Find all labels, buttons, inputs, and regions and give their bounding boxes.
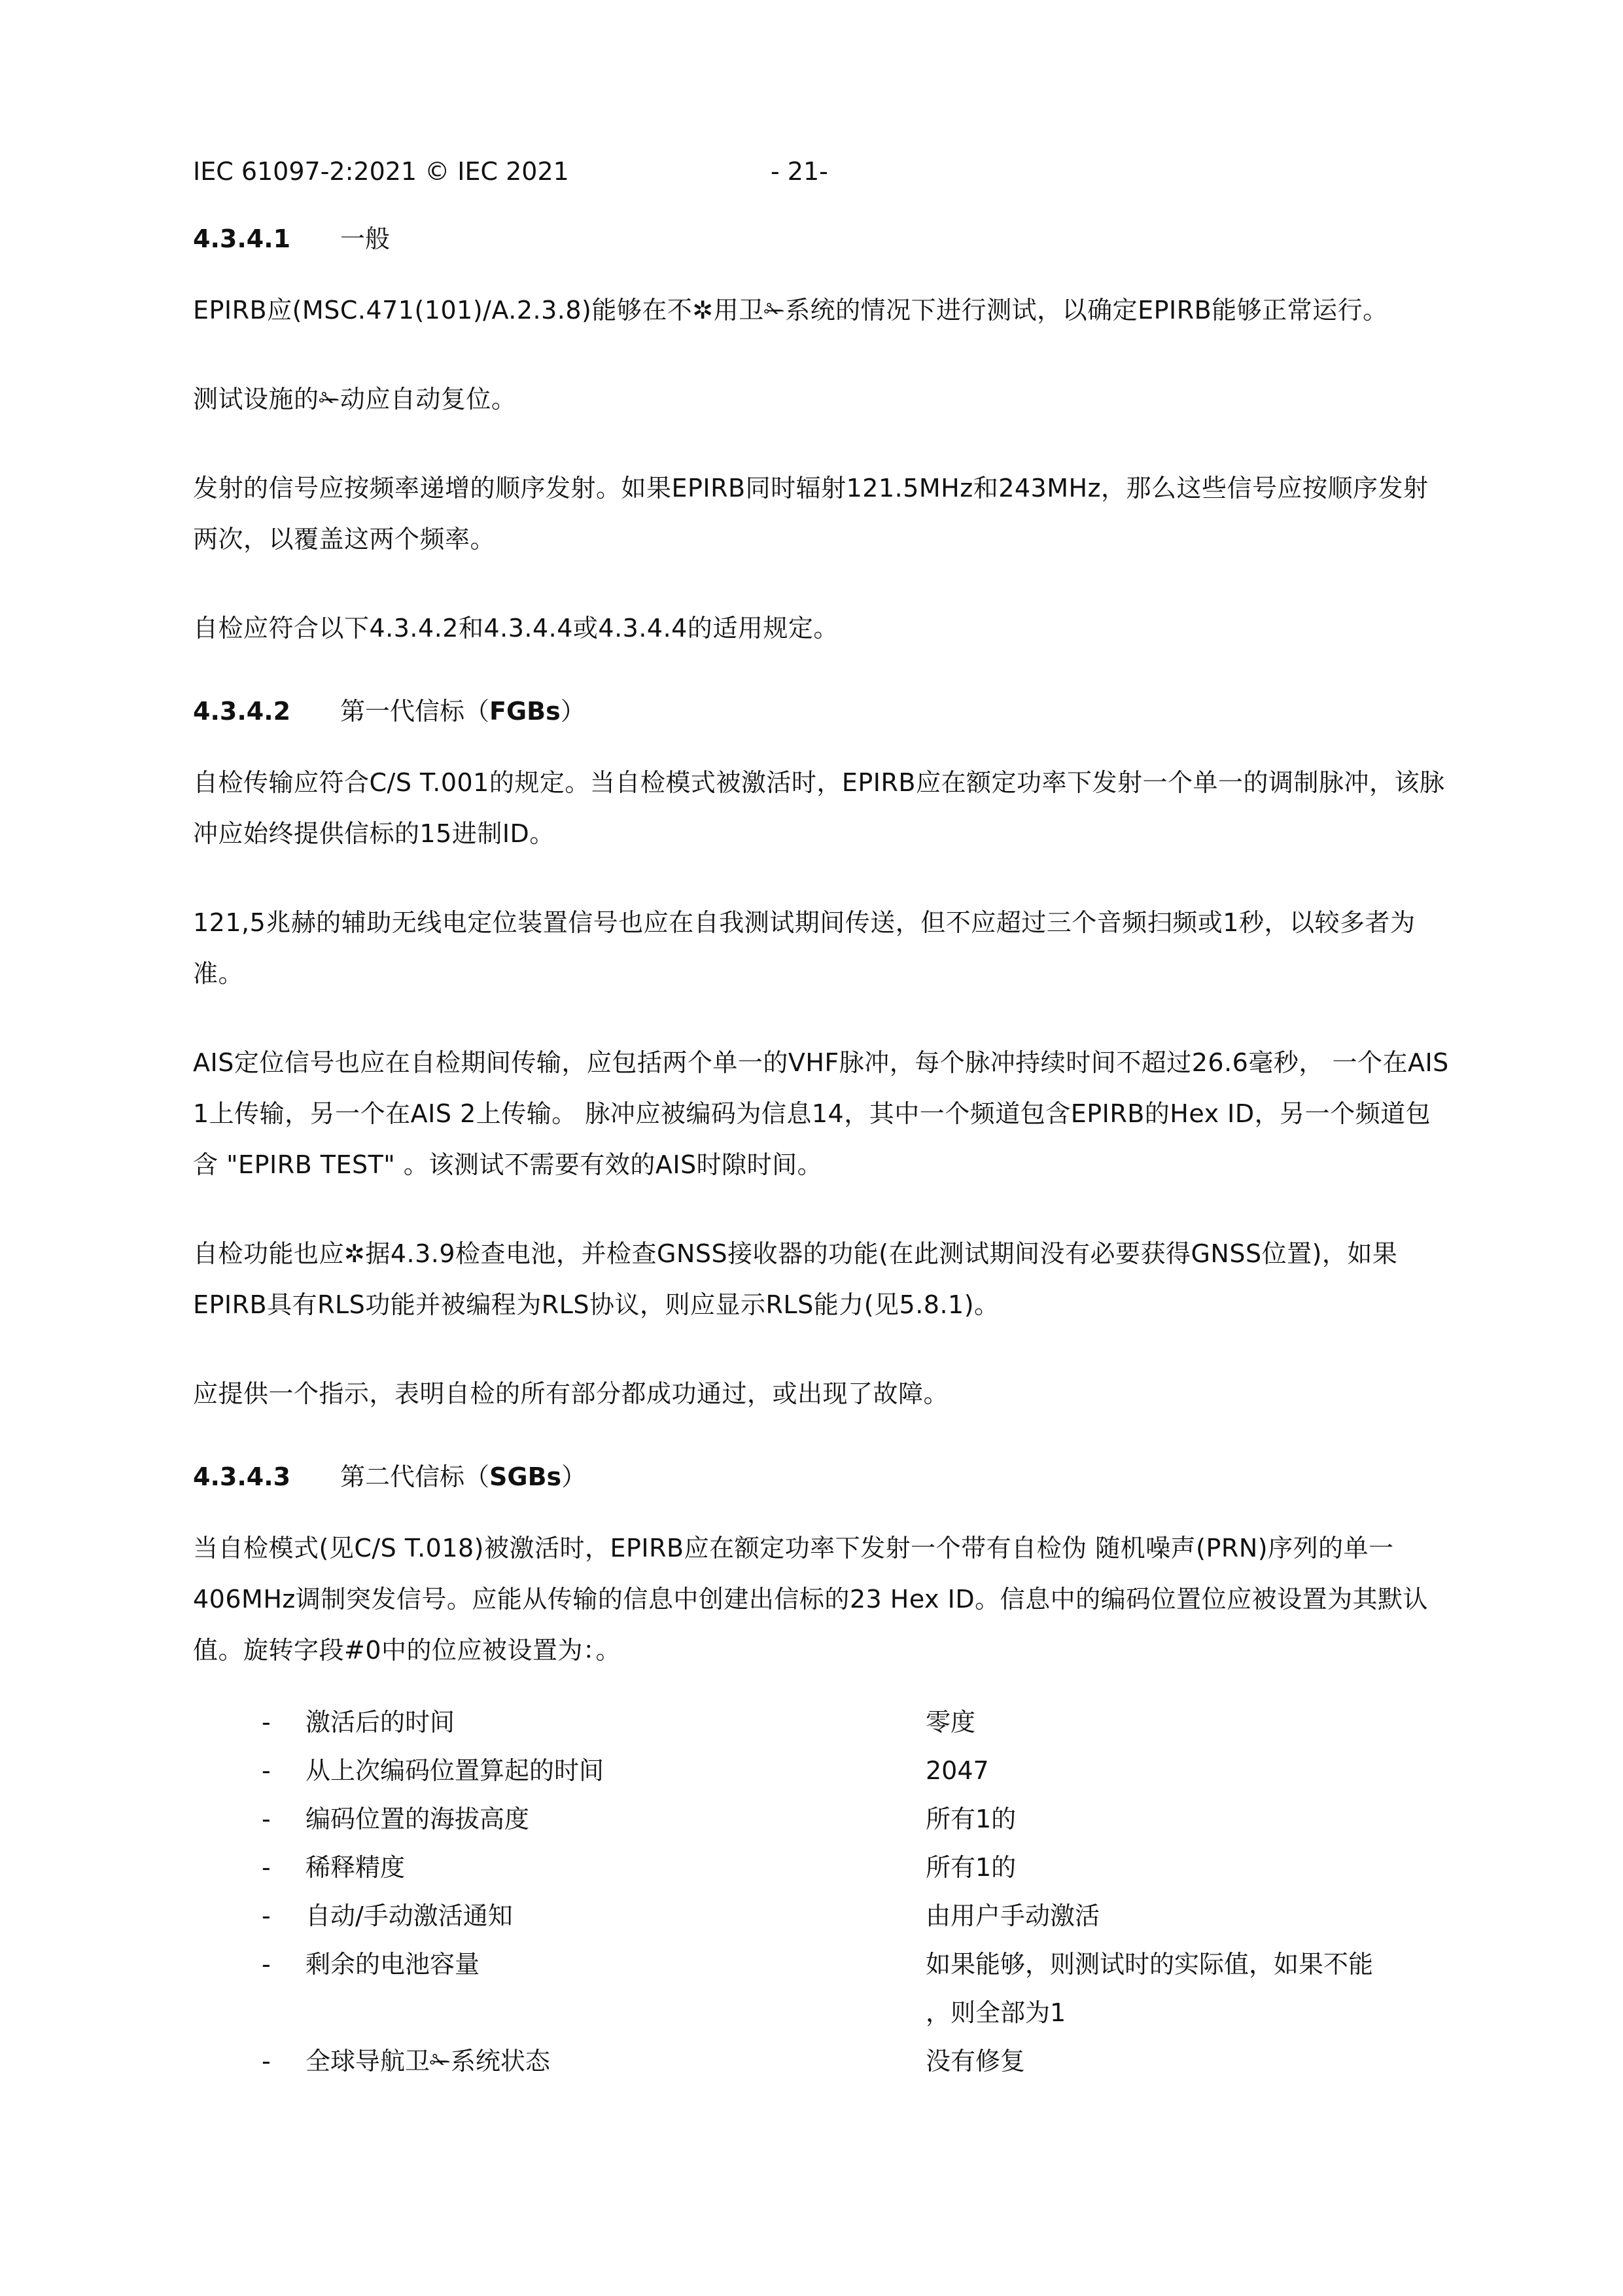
list-value: 2047	[926, 1756, 989, 1785]
bit-settings-list	[193, 1698, 1449, 2085]
document-body	[193, 219, 1449, 2085]
list-label: 全球导航卫✁系统状态	[305, 2047, 550, 2075]
section-number: 4.3.4.2	[193, 697, 291, 726]
section-heading-4-3-4-1	[193, 219, 1449, 258]
section-number: 4.3.4.3	[193, 1462, 291, 1491]
list-label: 编码位置的海拔高度	[305, 1805, 530, 1833]
paragraph: 自检功能也应✲据4.3.9检查电池，并检查GNSS接收器的功能(在此测试期间没有必要获得GNSS位置)，如果EPIRB具有RLS功能并被编程为RLS协议，则应显示RLS能力(见5.8.1)。	[193, 1239, 1398, 1319]
list-dash: -	[262, 1950, 271, 1979]
section-heading-4-3-4-2	[193, 692, 1449, 731]
list-item	[193, 1698, 1449, 1746]
list-dash: -	[262, 1853, 271, 1882]
list-item	[193, 1746, 1449, 1795]
section-title-bold: FGBs	[489, 697, 561, 726]
list-item	[193, 1940, 1449, 2037]
list-value: 所有1的	[926, 1805, 1017, 1833]
paragraph: 当自检模式(见C/S T.018)被激活时，EPIRB应在额定功率下发射一个带有自检伪 随机噪声(PRN)序列的单一406MHz调制突发信号。应能从传输的信息中创建出信标的23 Hex ID。信息中的编码位置位应被设置为其默认值。旋转字段#0中的位应被设置为：。	[193, 1534, 1429, 1665]
paragraph: 发射的信号应按频率递增的顺序发射。如果EPIRB同时辐射121.5MHz和243MHz，那么这些信号应按顺序发射两次，以覆盖这两个频率。	[193, 474, 1429, 554]
paragraph: 测试设施的✁动应自动复位。	[193, 385, 517, 414]
list-dash: -	[262, 1708, 271, 1737]
section-title-bold: SGBs	[489, 1462, 562, 1491]
section-title-end: ）	[560, 697, 585, 726]
paragraph: 自检传输应符合C/S T.001的规定。当自检模式被激活时，EPIRB应在额定功率下发射一个单一的调制脉冲，该脉冲应始终提供信标的15进制ID。	[193, 768, 1445, 848]
section-title-text: 第一代信标（	[340, 697, 490, 726]
list-item	[193, 1795, 1449, 1843]
section-title	[340, 692, 585, 731]
paragraph: 121,5兆赫的辅助无线电定位装置信号也应在自我测试期间传送，但不应超过三个音频扫频或1秒，以较多者为准。	[193, 908, 1416, 988]
section-title: 一般	[340, 224, 391, 253]
list-label: 激活后的时间	[305, 1708, 455, 1737]
list-label: 自动/手动激活通知	[305, 1901, 513, 1930]
list-dash: -	[262, 2047, 271, 2075]
section-title-text: 第二代信标（	[340, 1462, 490, 1491]
section-number: 4.3.4.1	[193, 224, 291, 253]
list-item	[193, 1843, 1449, 1892]
list-value: 由用户手动激活	[926, 1901, 1100, 1930]
section-heading-4-3-4-3	[193, 1457, 1449, 1496]
list-dash: -	[262, 1901, 271, 1930]
page-header-standard: IEC 61097-2:2021 © IEC 2021	[193, 157, 569, 186]
list-label: 稀释精度	[305, 1853, 406, 1882]
list-label: 剩余的电池容量	[305, 1950, 480, 1979]
page-number: - 21-	[771, 157, 828, 186]
list-item	[193, 2037, 1449, 2085]
paragraph: EPIRB应(MSC.471(101)/A.2.3.8)能够在不✲用卫✁系统的情况下进行测试，以确定EPIRB能够正常运行。	[193, 296, 1388, 325]
section-title-end: ）	[561, 1462, 587, 1491]
list-label: 从上次编码位置算起的时间	[305, 1756, 604, 1785]
paragraph: AIS定位信号也应在自检期间传输，应包括两个单一的VHF脉冲，每个脉冲持续时间不超过26.6毫秒， 一个在AIS 1上传输，另一个在AIS 2上传输。 脉冲应被编码为信息14，其中一个频道包含EPIRB的Hex ID，另一个频道包含 "EPIRB TEST" 。该测试不需要有效的AIS时隙时间。	[193, 1048, 1449, 1179]
list-dash: -	[262, 1805, 271, 1833]
list-dash: -	[262, 1756, 271, 1785]
list-value: 如果能够，则测试时的实际值，如果不能 ，则全部为1	[926, 1950, 1374, 2027]
paragraph: 自检应符合以下4.3.4.2和4.3.4.4或4.3.4.4的适用规定。	[193, 614, 839, 643]
list-value: 零度	[926, 1708, 976, 1737]
list-value: 所有1的	[926, 1853, 1017, 1882]
section-title	[340, 1457, 586, 1496]
list-item	[193, 1892, 1449, 1940]
paragraph: 应提供一个指示，表明自检的所有部分都成功通过，或出现了故障。	[193, 1379, 949, 1408]
list-value: 没有修复	[926, 2047, 1026, 2075]
